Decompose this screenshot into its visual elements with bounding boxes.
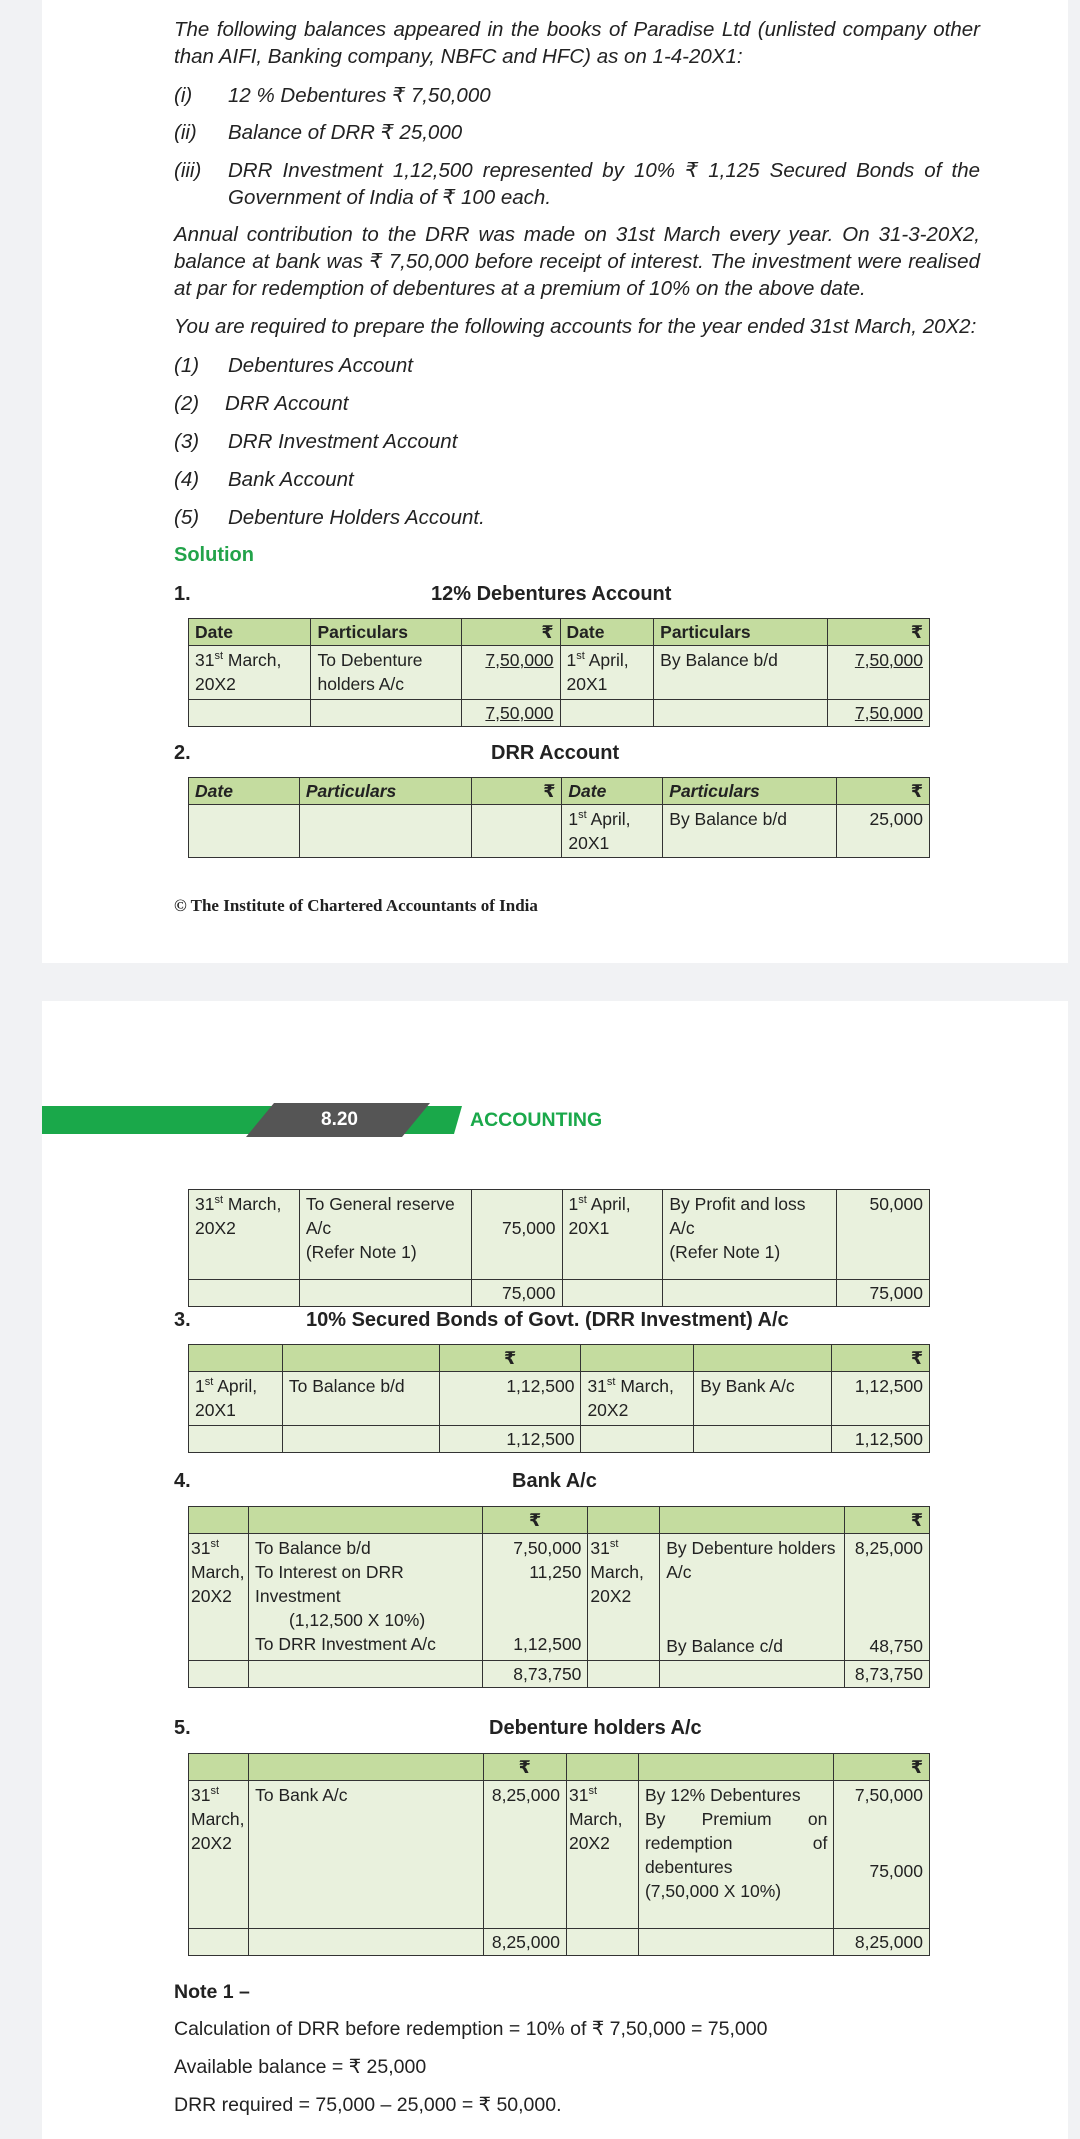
header-particulars: Particulars — [663, 778, 837, 805]
req-no: (1) — [174, 354, 200, 377]
total-row — [189, 1661, 930, 1688]
header-date: Date — [189, 619, 311, 646]
entry-date: 1st April, 20X1 — [560, 646, 654, 700]
note-line: Available balance = ₹ 25,000 — [174, 2056, 427, 2078]
header-rupee: ₹ — [837, 778, 930, 805]
total-amount: 7,50,000 — [485, 703, 554, 723]
acc5-number: 5. — [174, 1717, 191, 1739]
total-amount: 8,73,750 — [482, 1661, 588, 1688]
entry-particulars: To Balance b/d — [254, 1538, 371, 1558]
entry-particulars: To Bank A/c — [249, 1781, 483, 1929]
total-amount: 75,000 — [837, 1280, 930, 1307]
entry-amount: 1,12,500 — [439, 1372, 581, 1426]
table-header-row — [189, 1754, 930, 1781]
entry-amount: 48,750 — [869, 1636, 923, 1656]
acc2-number: 2. — [174, 742, 191, 764]
acc4-title: Bank A/c — [512, 1470, 597, 1492]
table-header-row — [189, 619, 930, 646]
entry-particulars: By 12% Debentures — [644, 1785, 801, 1805]
ordinal-suffix: st — [606, 1376, 616, 1389]
entry-amount: 8,25,000 — [483, 1781, 566, 1929]
entry-date: 1st April, 20X1 — [562, 805, 663, 858]
table-row — [189, 1781, 930, 1929]
page-top — [42, 0, 1068, 963]
req-no: (4) — [174, 468, 200, 491]
header-banner — [42, 1103, 462, 1137]
req-text: DRR Investment Account — [228, 430, 458, 453]
balance-no: (iii) — [174, 159, 202, 182]
entry-date: 31st March, 20X2 — [189, 1190, 300, 1280]
entry-amount: 11,250 — [529, 1562, 582, 1582]
entry-calc: (1,12,500 X 10%) — [288, 1610, 426, 1630]
entry-amount: 75,000 — [869, 1861, 923, 1881]
ordinal-suffix: st — [609, 1538, 619, 1551]
total-amount: 1,12,500 — [439, 1426, 581, 1453]
total-row — [189, 1280, 930, 1307]
entry-amount: 7,50,000 — [485, 650, 554, 670]
entry-particulars: By Debenture holders A/c — [666, 1538, 836, 1582]
entry-date: 31st March, 20X2 — [189, 646, 311, 700]
header-particulars: Particulars — [654, 619, 828, 646]
req-no: (2) — [174, 392, 200, 415]
entry-particulars: To Debenture holders A/c — [311, 646, 461, 700]
table-header-row — [189, 778, 930, 805]
entry-particulars: To General reserve A/c — [305, 1194, 455, 1238]
table-header-row — [189, 1345, 930, 1372]
entry-amount: 7,50,000 — [854, 1785, 923, 1805]
paragraph-2: Annual contribution to the DRR was made on 31st March every year. On 31-3-20X2, balance at bank was ₹ 7,50,000 before receipt of interest. The investment were realised at par for redemption of debentures at a premium of 10% on the above date. — [174, 223, 980, 300]
entry-particulars: By Balance b/d — [654, 646, 828, 700]
header-rupee: ₹ — [482, 1507, 588, 1534]
req-text: Bank Account — [228, 468, 354, 491]
acc5-title: Debenture holders A/c — [489, 1717, 702, 1739]
table-row — [189, 805, 930, 858]
drr-account-table — [188, 777, 930, 858]
req-text: Debenture Holders Account. — [228, 506, 485, 529]
entry-amount: 50,000 — [837, 1190, 930, 1280]
note-title: Note 1 – — [174, 1981, 250, 2003]
entry-particulars: To Interest on DRR Investment — [254, 1562, 404, 1606]
entry-amount: 7,50,000 — [854, 650, 923, 670]
entry-date: 31st March, 20X2 — [581, 1372, 694, 1426]
note-line: Calculation of DRR before redemption = 10% of ₹ 7,50,000 = 75,000 — [174, 2018, 768, 2040]
req-no: (3) — [174, 430, 200, 453]
table-row — [189, 1190, 930, 1280]
ordinal-suffix: st — [588, 1785, 597, 1798]
acc2-title: DRR Account — [491, 742, 620, 764]
entry-amount: 1,12,500 — [832, 1372, 930, 1426]
total-row — [189, 700, 930, 727]
total-amount: 75,000 — [471, 1280, 562, 1307]
ordinal-suffix: st — [578, 809, 587, 822]
drr-account-continued-table — [188, 1189, 930, 1307]
entry-amount: 1,12,500 — [513, 1634, 582, 1654]
entry-date: 1st April, 20X1 — [189, 1372, 283, 1426]
solution-label: Solution — [174, 544, 254, 566]
header-rupee: ₹ — [483, 1754, 566, 1781]
entry-date: 31st March, 20X2 — [566, 1781, 638, 1929]
ordinal-suffix: st — [576, 650, 585, 663]
entry-amount: 7,50,000 — [513, 1538, 582, 1558]
balances-list — [174, 82, 994, 209]
total-amount: 8,73,750 — [844, 1661, 929, 1688]
ordinal-suffix: st — [210, 1538, 220, 1551]
header-particulars: Particulars — [299, 778, 471, 805]
entry-date: 1st April, 20X1 — [562, 1190, 663, 1280]
total-row — [189, 1929, 930, 1956]
bank-account-table — [188, 1506, 930, 1688]
table-row — [189, 1534, 930, 1661]
total-amount: 1,12,500 — [832, 1426, 930, 1453]
entry-amount: 8,25,000 — [854, 1538, 923, 1558]
entry-particulars: By Bank A/c — [694, 1372, 832, 1426]
table-row — [189, 1372, 930, 1426]
req-text: Debentures Account — [228, 354, 413, 377]
acc3-number: 3. — [174, 1309, 191, 1331]
entry-amount: 75,000 — [471, 1190, 562, 1280]
table-row — [189, 646, 930, 700]
entry-particulars: By Premium on redemption of debentures — [644, 1809, 828, 1877]
entry-date: 31st March, 20X2 — [588, 1534, 660, 1661]
header-date: Date — [562, 778, 663, 805]
header-particulars: Particulars — [311, 619, 461, 646]
debenture-holders-table — [188, 1753, 930, 1956]
header-rupee: ₹ — [439, 1345, 581, 1372]
acc3-title: 10% Secured Bonds of Govt. (DRR Investment) A/c — [306, 1309, 789, 1331]
intro-text: The following balances appeared in the books of Paradise Ltd (unlisted company other than AIFI, Banking company, NBFC and HFC) as on 1-4-20X1: — [174, 18, 980, 68]
note-line: DRR required = 75,000 – 25,000 = ₹ 50,000. — [174, 2094, 562, 2116]
balance-text: Balance of DRR ₹ 25,000 — [228, 121, 463, 144]
copyright-footer: © The Institute of Chartered Accountants of India — [174, 896, 538, 915]
header-rupee: ₹ — [828, 619, 930, 646]
debentures-account-table — [188, 618, 930, 727]
header-rupee: ₹ — [844, 1507, 929, 1534]
acc1-title: 12% Debentures Account — [431, 583, 672, 605]
header-rupee: ₹ — [832, 1345, 930, 1372]
req-no: (5) — [174, 506, 200, 529]
balance-text: DRR Investment 1,12,500 represented by 10% ₹ 1,125 Secured Bonds of the Government of India of ₹ 100 each. — [228, 159, 980, 209]
entry-note: (Refer Note 1) — [305, 1242, 417, 1262]
entry-amount: 25,000 — [837, 805, 930, 858]
total-amount: 7,50,000 — [854, 703, 923, 723]
balance-text: 12 % Debentures ₹ 7,50,000 — [228, 84, 491, 107]
paragraph-3: You are required to prepare the following accounts for the year ended 31st March, 20X2: — [174, 315, 977, 338]
ordinal-suffix: st — [210, 1785, 220, 1798]
total-amount: 8,25,000 — [483, 1929, 566, 1956]
entry-date: 31st March, 20X2 — [189, 1781, 249, 1929]
total-row — [189, 1426, 930, 1453]
header-rupee: ₹ — [461, 619, 560, 646]
entry-particulars: By Balance b/d — [663, 805, 837, 858]
page-bottom — [42, 1001, 1068, 2139]
req-text: DRR Account — [225, 392, 349, 415]
acc1-number: 1. — [174, 583, 191, 605]
total-amount: 8,25,000 — [834, 1929, 930, 1956]
balance-no: (i) — [174, 84, 193, 107]
header-date: Date — [560, 619, 654, 646]
ordinal-suffix: st — [214, 1194, 224, 1207]
ordinal-suffix: st — [204, 1376, 214, 1389]
page-number: 8.20 — [321, 1109, 358, 1130]
entry-particulars: To Balance b/d — [282, 1372, 439, 1426]
entry-particulars: By Profit and loss A/c — [669, 1194, 806, 1238]
drr-investment-table — [188, 1344, 930, 1453]
entry-note: (Refer Note 1) — [669, 1242, 781, 1262]
table-header-row — [189, 1507, 930, 1534]
header-rupee: ₹ — [834, 1754, 930, 1781]
acc4-number: 4. — [174, 1470, 191, 1492]
header-rupee: ₹ — [471, 778, 562, 805]
balance-no: (ii) — [174, 121, 197, 144]
header-date: Date — [189, 778, 300, 805]
entry-calc: (7,50,000 X 10%) — [644, 1881, 782, 1901]
subject-label: ACCOUNTING — [470, 1109, 603, 1131]
entry-particulars: By Balance c/d — [666, 1636, 783, 1656]
entry-date: 31st March, 20X2 — [189, 1534, 249, 1661]
entry-particulars: To DRR Investment A/c — [254, 1634, 436, 1654]
ordinal-suffix: st — [578, 1194, 587, 1207]
ordinal-suffix: st — [214, 650, 224, 663]
